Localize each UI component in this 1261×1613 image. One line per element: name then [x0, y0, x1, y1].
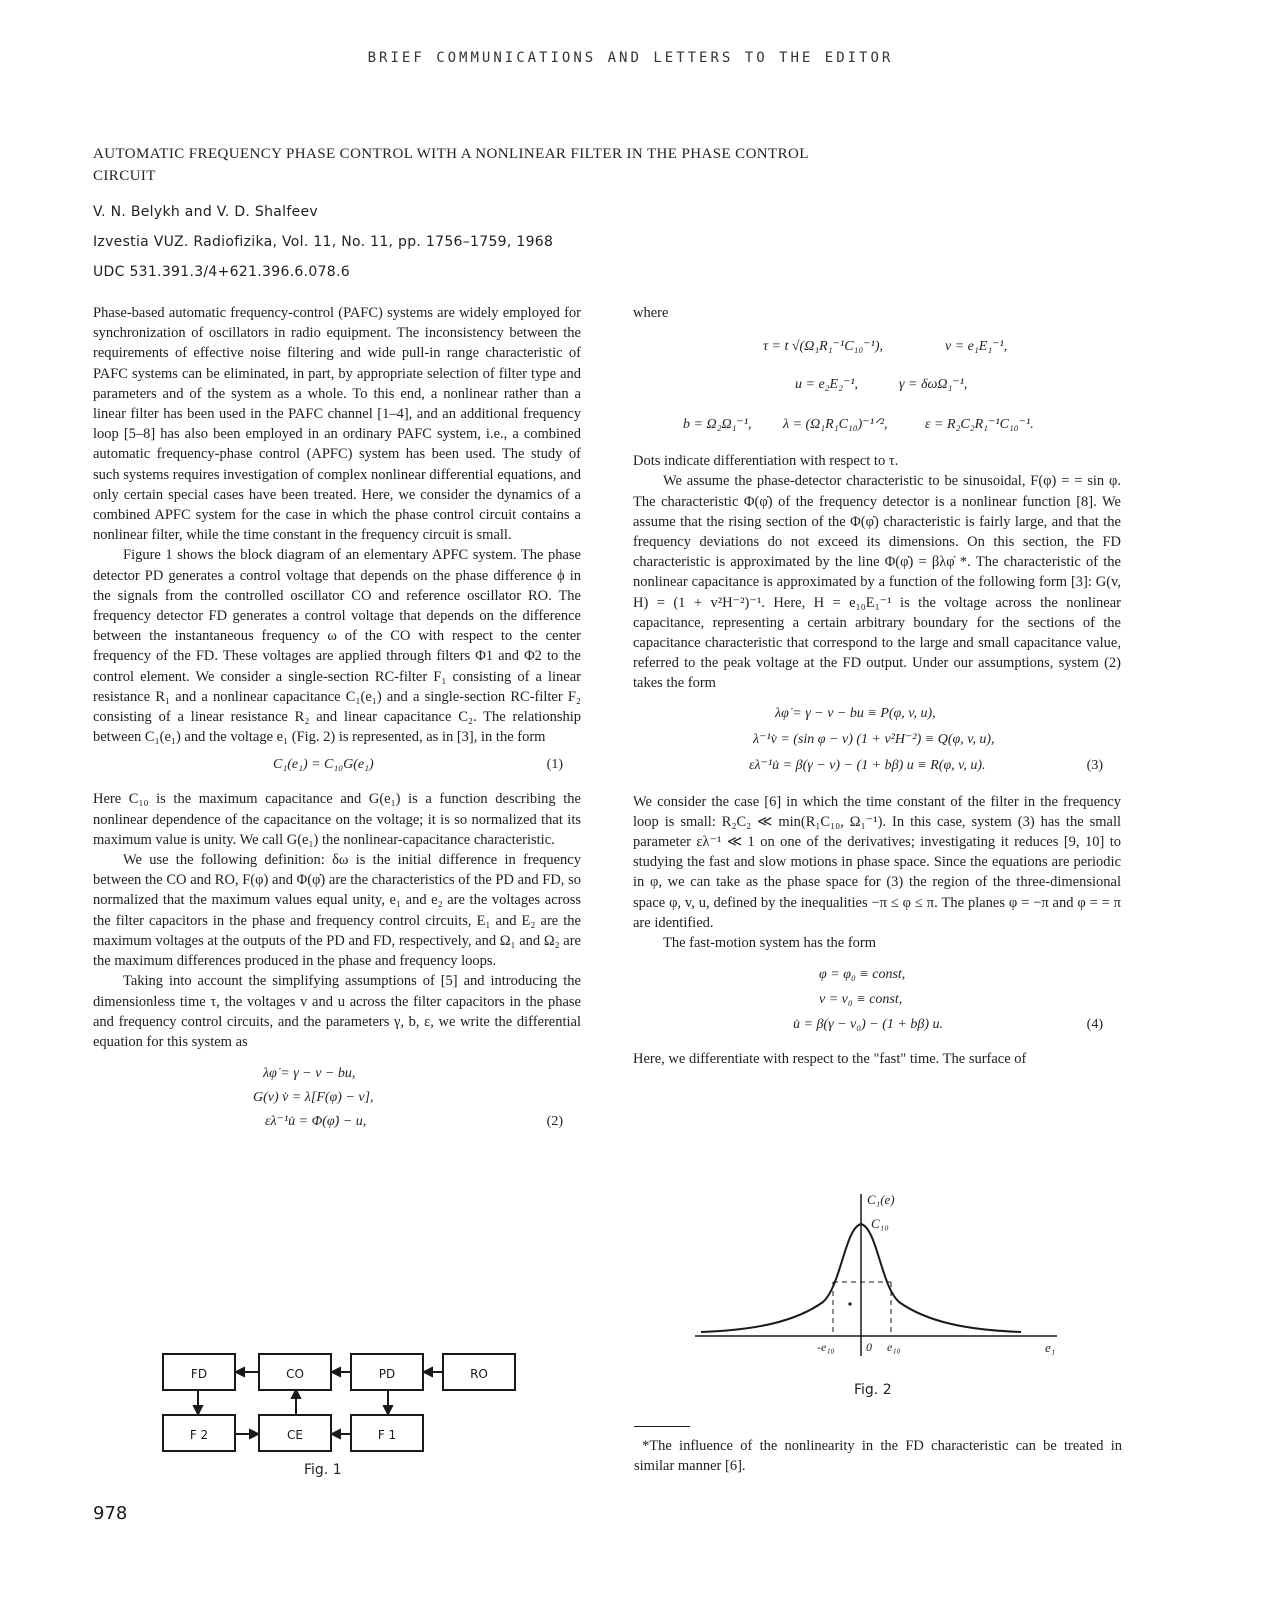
- left-paragraph-5: Taking into account the simplifying assumptions of [5] and introducing the dimensionless time τ, the voltages v and u across the filter capacitors in the phase and frequency control circuits, and the parameters γ, b, ε, we write the differential equation for this system as: [93, 973, 581, 1050]
- equation-3-number: (3): [1086, 757, 1103, 773]
- dot-mark: [848, 1302, 851, 1305]
- equation-1: [93, 755, 581, 779]
- footnote: [634, 1436, 1122, 1476]
- block-f2: F 2: [162, 1414, 236, 1452]
- equation-1-number: (1): [546, 757, 563, 773]
- right-paragraph-5: Here, we differentiate with respect to the "fast" time. The surface of: [633, 1051, 1027, 1068]
- pos-tick-label: e₁₀: [887, 1340, 901, 1354]
- equation-2-line-2: G(v) v̇ = λ[F(φ) − v],: [253, 1090, 374, 1106]
- definitions-block: [633, 329, 1121, 451]
- peak-label: C₁₀: [871, 1216, 889, 1231]
- udc-code: UDC 531.391.3/4+621.396.6.078.6: [93, 264, 350, 280]
- def-gamma: γ = δωΩ₁⁻¹,: [899, 377, 968, 393]
- def-lambda: λ = (Ω₁R₁C₁₀)⁻¹ᐟ²,: [783, 417, 888, 433]
- x-axis-label: e₁: [1045, 1340, 1056, 1355]
- figure-1: [160, 1348, 520, 1468]
- block-co: CO: [258, 1353, 332, 1391]
- right-paragraph-4: The fast-motion system has the form: [663, 935, 877, 952]
- running-head: BRIEF COMMUNICATIONS AND LETTERS TO THE EDITOR: [367, 50, 894, 66]
- equation-2: [93, 1064, 581, 1136]
- equation-3-line-1: λφ̇ = γ − v − bu ≡ P(φ, v, u),: [775, 705, 936, 721]
- def-u: u = e₂E₂⁻¹,: [795, 377, 859, 393]
- equation-4-number: (4): [1086, 1017, 1103, 1033]
- right-paragraph-3: We consider the case [6] in which the time constant of the filter in the frequency loop is small: R₂C₂ ≪ min(R₁C₁₀, Ω₁⁻¹). In this case, system (3) has the small parameter ελ⁻¹ ≪ 1 on one of the derivatives; investigating it reduces [9, 10] to studying the fast and slow motions in phase space. Since the equations are periodic in φ, we can take as the phase space for (3) the region of the three-dimensional space φ, v, u, defined by the inequalities −π ≤ φ ≤ π. The planes φ = −π and φ = = π are identified.: [633, 793, 1121, 931]
- title-line-1: AUTOMATIC FREQUENCY PHASE CONTROL WITH A NONLINEAR FILTER IN THE PHASE CONTROL: [93, 146, 809, 162]
- left-paragraph-2: Figure 1 shows the block diagram of an elementary APFC system. The phase detector PD generates a control voltage that depends on the phase difference ϕ in the signals from the controlled oscillator CO and reference oscillator RO. The frequency detector FD generates a control voltage that depends on the difference between the instantaneous frequency ω of the CO with respect to the center frequency of the FD. These voltages are applied through filters Φ1 and Φ2 to the control element. We consider a single-section RC-filter F₁ consisting of a linear resistance R₁ and a nonlinear capacitance C₁(e₁) and a single-section RC-filter F₂ consisting of a linear resistance R₂ and linear capacitance C₂. The relationship between C₁(e₁) and the voltage e₁ (Fig. 2) is represented, as in [3], in the form: [93, 547, 581, 746]
- where-label: where: [633, 305, 669, 321]
- equation-4-line-3: u̇ = β(γ − v₀) − (1 + bβ) u.: [793, 1017, 943, 1033]
- equation-4-line-1: φ = φ₀ ≡ const,: [819, 967, 906, 983]
- block-fd: FD: [162, 1353, 236, 1391]
- equation-3-line-3: ελ⁻¹u̇ = β(γ − v) − (1 + bβ) u ≡ R(φ, v, u).: [749, 757, 986, 773]
- zero-tick-label: 0: [866, 1340, 872, 1354]
- equation-2-line-1: λφ̇ = γ − v − bu,: [263, 1066, 356, 1082]
- right-paragraph-1: Dots indicate differentiation with respect to τ.: [633, 453, 899, 470]
- def-epsilon: ε = R₂C₂R₁⁻¹C₁₀⁻¹.: [925, 417, 1034, 433]
- title-line-2: CIRCUIT: [93, 168, 156, 184]
- figure-2-caption: Fig. 2: [854, 1382, 892, 1398]
- equation-2-line-3: ελ⁻¹u̇ = Φ(φ̇) − u,: [265, 1114, 367, 1130]
- article-title: [93, 143, 853, 187]
- equation-4-line-2: v = v₀ ≡ const,: [819, 992, 903, 1008]
- block-pd: PD: [350, 1353, 424, 1391]
- footnote-rule: [634, 1426, 690, 1427]
- footnote-text: *The influence of the nonlinearity in the FD characteristic can be treated in similar manner [6].: [634, 1438, 1122, 1474]
- def-v: v = e₁E₁⁻¹,: [945, 339, 1008, 355]
- source-citation: Izvestia VUZ. Radiofizika, Vol. 11, No. 11, pp. 1756–1759, 1968: [93, 234, 554, 250]
- block-ce: CE: [258, 1414, 332, 1452]
- right-column: [633, 303, 1121, 1069]
- block-f1: F 1: [350, 1414, 424, 1452]
- equation-1-body: C₁(e₁) = C₁₀G(e₁): [273, 757, 374, 773]
- left-paragraph-4: We use the following definition: δω is the initial difference in frequency between the CO and RO, F(φ) and Φ(φ̇) are the characteristics of the PD and FD, so normalized that the maximum values equal unity, e₁ and e₂ are the voltages across the filter capacitors in the phase and frequency control circuits, E₁ and E₂ are the maximum voltages at the outputs of the PD and FD, respectively, and Ω₁ and Ω₂ are the maximum differences produced in the phase and frequency loops.: [93, 852, 581, 970]
- neg-tick-label: -e₁₀: [817, 1340, 835, 1354]
- def-tau: τ = t √(Ω₁R₁⁻¹C₁₀⁻¹),: [763, 339, 884, 355]
- right-paragraph-2: We assume the phase-detector characteristic to be sinusoidal, F(φ) = = sin φ. The characteristic Φ(φ̇) of the frequency detector is a nonlinear function [8]. We assume that the rising section of the Φ(φ̇) characteristic is fairly large, and that the frequency deviations do not exceed its dimensions. On this section, the FD characteristic is approximated by the line Φ(φ̇) = βλφ̇ *. The characteristic of the nonlinear capacitance is approximated by a function of the following form [3]: G(v, H) = (1 + v²H⁻²)⁻¹. Here, H = e₁₀E₁⁻¹ is the voltage across the nonlinear capacitance, representing a certain arbitrary boundary for the sections of the capacitance characteristic that correspond to the large and small capacitance value, referred to the peak voltage at the FD output. Under our assumptions, system (2) takes the form: [633, 473, 1121, 692]
- figure-1-caption: Fig. 1: [304, 1462, 342, 1478]
- equation-2-number: (2): [546, 1114, 563, 1130]
- equation-3: [633, 700, 1121, 784]
- left-paragraph-3: Here C₁₀ is the maximum capacitance and G(e₁) is a function describing the nonlinear dependence of the capacitance on the voltage; it is so normalized that its maximum value is unity. We call G(e₁) the nonlinear-capacitance characteristic.: [93, 791, 581, 848]
- figure-2: [695, 1190, 1075, 1380]
- equation-3-line-2: λ⁻¹v̇ = (sin φ − v) (1 + v²H⁻²) ≡ Q(φ, v, u),: [753, 731, 995, 747]
- y-axis-label: C₁(e): [867, 1192, 895, 1207]
- equation-4: [633, 963, 1121, 1041]
- page-number: 978: [93, 1503, 128, 1524]
- authors: V. N. Belykh and V. D. Shalfeev: [93, 204, 318, 220]
- left-column: [93, 303, 581, 1136]
- left-paragraph-1: Phase-based automatic frequency-control (PAFC) systems are widely employed for synchronization of oscillators in radio equipment. The inconsistency between the requirements of effective noise filtering and wide pull-in range characteristic of PAFC systems can be eliminated, in part, by appropriate selection of filter type and parameters and of the system as a whole. To this end, a nonlinear rather than a linear filter has been used in the PAFC channel [1–4], and an additional frequency loop [5–8] has also been employed in an ordinary PAFC system, i.e., a combined automatic frequency-phase control (APFC) system has been used. The study of such systems requires investigation of complex nonlinear differential equations, and only certain special cases have been treated. Here, we consider the dynamics of a combined APFC system for the case in which the phase control circuit contains a nonlinear filter, while the time constant in the frequency circuit is small.: [93, 305, 581, 544]
- def-b: b = Ω₂Ω₁⁻¹,: [683, 417, 752, 433]
- block-ro: RO: [442, 1353, 516, 1391]
